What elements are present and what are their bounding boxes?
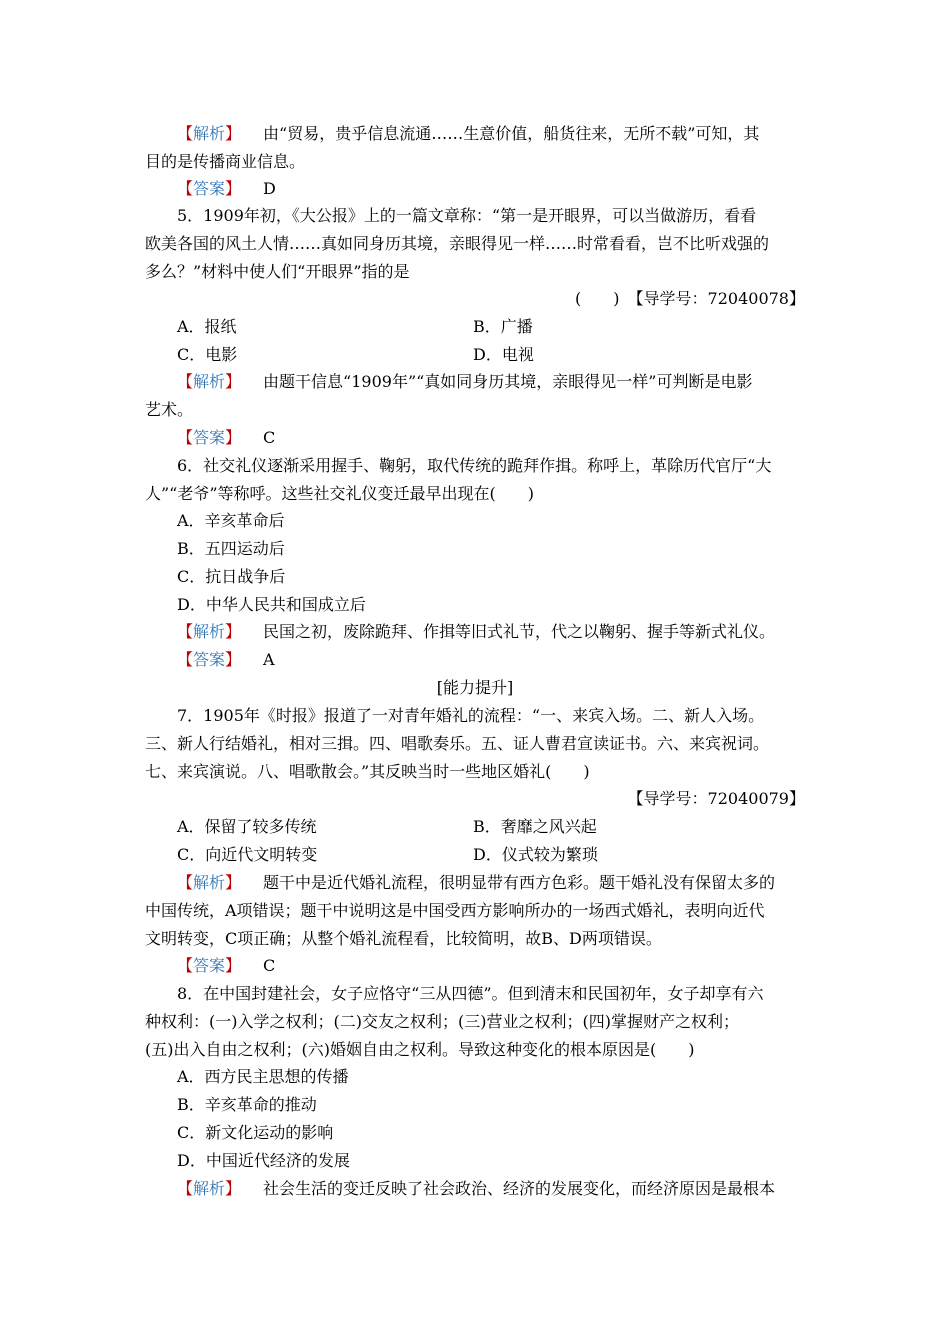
q7-option: C．向近代文明转变 [177, 845, 318, 864]
analysis-tag: 【解析】 [177, 124, 242, 143]
q8-stem-line: (五)出入自由之权利；(六)婚姻自由之权利。导致这种变化的根本原因是( ) [145, 1040, 695, 1059]
q5-option: B．广播 [473, 317, 533, 336]
q8-stem-line: 8．在中国封建社会，女子应恪守“三从四德”。但到清末和民国初年，女子却享有六 [177, 984, 764, 1003]
q7-stem-line: 三、新人行结婚礼，相对三揖。四、唱歌奏乐。五、证人曹君宣读证书。六、来宾祝词。 [145, 734, 770, 753]
q5-answer-line: 【答案】 C [177, 428, 276, 447]
q5-stem-line: 欧美各国的风土人情……真如同身历其境，亲眼得见一样……时常看看，岂不比听戏强的 [145, 234, 770, 253]
q7-stem-line: 七、来宾演说。八、唱歌散会。”其反映当时一些地区婚礼( ) [145, 762, 590, 781]
answer-tag: 【答案】 [177, 179, 242, 198]
q5-guide-line: ( ) 【导学号：72040078】 [575, 289, 805, 308]
q7-option: A．保留了较多传统 [177, 817, 317, 836]
analysis-tag: 【解析】 [177, 622, 242, 641]
analysis-tag: 【解析】 [177, 1179, 242, 1198]
q4-analysis-line: 目的是传播商业信息。 [145, 152, 306, 171]
q5-option: C．电影 [177, 345, 238, 364]
q5-option: D．电视 [473, 345, 534, 364]
q8-option: A．西方民主思想的传播 [177, 1067, 349, 1086]
q7-guide-line: 【导学号：72040079】 [627, 789, 805, 808]
q8-option: C．新文化运动的影响 [177, 1123, 334, 1142]
q7-option: B．奢靡之风兴起 [473, 817, 597, 836]
q7-analysis-line: 文明转变，C项正确；从整个婚礼流程看，比较简明，故B、D两项错误。 [145, 929, 662, 948]
q7-answer-line: 【答案】 C [177, 956, 276, 975]
q6-stem-line: 6．社交礼仪逐渐采用握手、鞠躬，取代传统的跪拜作揖。称呼上，革除历代官厅“大 [177, 456, 772, 475]
q7-option: D．仪式较为繁琐 [473, 845, 598, 864]
q4-answer-line: 【答案】 D [177, 179, 276, 198]
q5-stem-line: 5．1909年初，《大公报》上的一篇文章称：“第一是开眼界，可以当做游历，看看 [177, 206, 757, 225]
q5-analysis-line: 艺术。 [145, 400, 194, 419]
q6-option: C．抗日战争后 [177, 567, 286, 586]
q7-stem-line: 7．1905年《时报》报道了一对青年婚礼的流程：“一、来宾入场。二、新人入场。 [177, 706, 765, 725]
analysis-tag: 【解析】 [177, 372, 242, 391]
q6-answer-line: 【答案】 A [177, 650, 275, 669]
guide-number: 【导学号： [627, 789, 708, 808]
guide-number: 【导学号： [627, 289, 708, 308]
q7-analysis-line: 【解析】 题干中是近代婚礼流程，很明显带有西方色彩。题干婚礼没有保留太多的 [177, 873, 776, 892]
q8-option: B．辛亥革命的推动 [177, 1095, 317, 1114]
q8-option: D．中国近代经济的发展 [177, 1151, 350, 1170]
q5-analysis-line: 【解析】 由题干信息“1909年”“真如同身历其境，亲眼得见一样”可判断是电影 [177, 372, 753, 391]
section-heading: [能力提升] [436, 678, 514, 697]
q6-option: B．五四运动后 [177, 539, 285, 558]
q4-analysis-line: 【解析】 由“贸易，贵乎信息流通……生意价值，船货往来，无所不载”可知，其 [177, 124, 760, 143]
analysis-tag: 【解析】 [177, 873, 242, 892]
q8-analysis-line: 【解析】 社会生活的变迁反映了社会政治、经济的发展变化，而经济原因是最根本 [177, 1179, 776, 1198]
q6-option: D．中华人民共和国成立后 [177, 595, 366, 614]
q5-option: A．报纸 [177, 317, 237, 336]
answer-tag: 【答案】 [177, 650, 242, 669]
q6-analysis-line: 【解析】 民国之初，废除跪拜、作揖等旧式礼节，代之以鞠躬、握手等新式礼仪。 [177, 622, 776, 641]
q6-stem-line: 人”“老爷”等称呼。这些社交礼仪变迁最早出现在( ) [145, 484, 535, 503]
q8-stem-line: 种权利：(一)入学之权利；(二)交友之权利；(三)营业之权利；(四)掌握财产之权利； [145, 1012, 739, 1031]
answer-tag: 【答案】 [177, 428, 242, 447]
answer-tag: 【答案】 [177, 956, 242, 975]
q7-analysis-line: 中国传统，A项错误；题干中说明这是中国受西方影响所办的一场西式婚礼，表明向近代 [145, 901, 765, 920]
q5-stem-line: 多么？”材料中使人们“开眼界”指的是 [145, 262, 410, 281]
q6-option: A．辛亥革命后 [177, 511, 285, 530]
